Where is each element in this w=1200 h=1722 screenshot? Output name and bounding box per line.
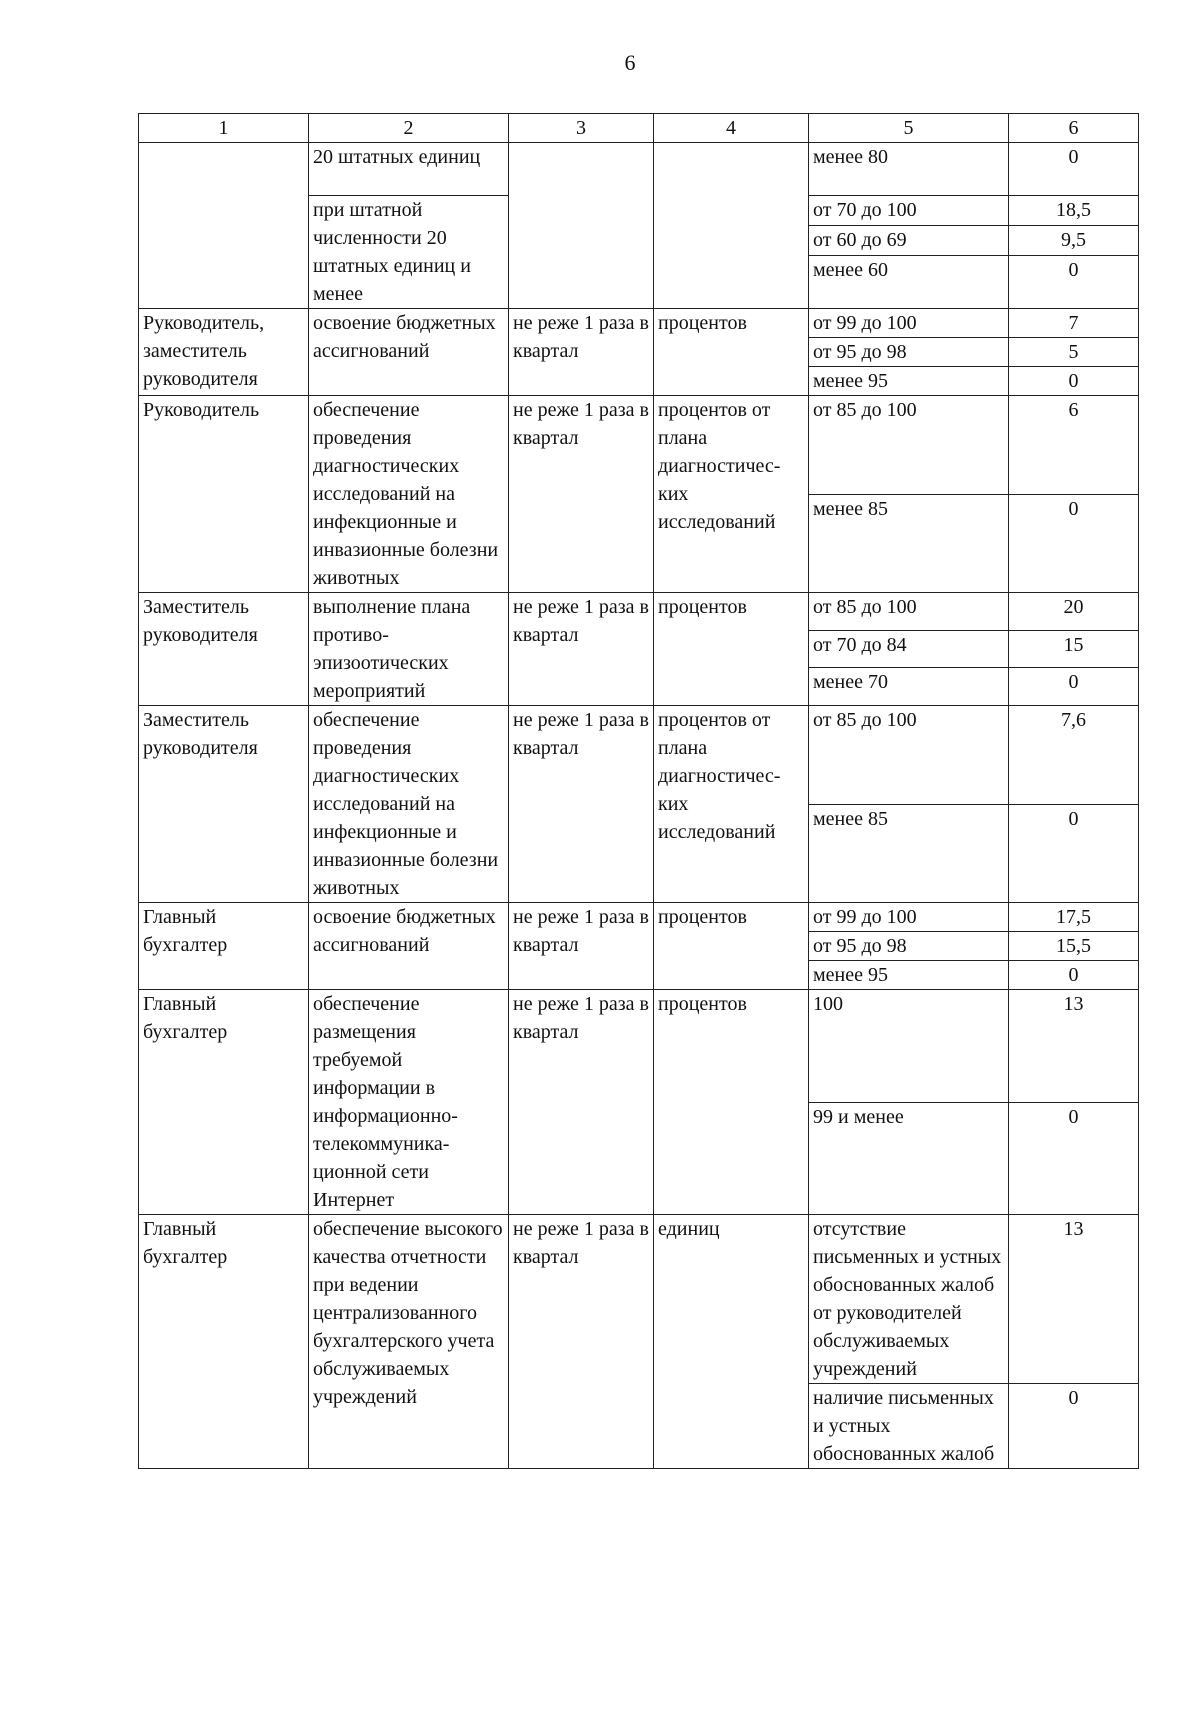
frequency-cell: не реже 1 раза в квартал	[509, 706, 654, 903]
criteria-table	[138, 113, 1139, 1469]
condition-cell: менее 95	[809, 367, 1009, 396]
table-row	[139, 309, 1139, 338]
condition-cell: 99 и менее	[809, 1102, 1009, 1215]
score-cell: 0	[1009, 256, 1139, 309]
score-cell: 18,5	[1009, 196, 1139, 226]
frequency-cell: не реже 1 раза в квартал	[509, 1215, 654, 1469]
condition-cell: от 70 до 84	[809, 630, 1009, 668]
position-cell: Главный бухгалтер	[139, 1215, 309, 1469]
column-header: 1	[139, 114, 309, 143]
score-cell: 7	[1009, 309, 1139, 338]
condition-cell: менее 60	[809, 256, 1009, 309]
table-row	[139, 143, 1139, 196]
score-cell: 20	[1009, 593, 1139, 631]
condition-cell: менее 85	[809, 804, 1009, 903]
table-row	[139, 706, 1139, 805]
column-header: 4	[654, 114, 809, 143]
unit-cell: процентов от плана диагностичес-ких исследований	[654, 396, 809, 593]
condition-cell: от 95 до 98	[809, 932, 1009, 961]
score-cell: 0	[1009, 1384, 1139, 1469]
unit-cell: процентов	[654, 593, 809, 706]
condition-cell: от 60 до 69	[809, 226, 1009, 256]
condition-cell: от 99 до 100	[809, 309, 1009, 338]
position-cell	[139, 143, 309, 309]
unit-cell: процентов	[654, 309, 809, 396]
header-row	[139, 114, 1139, 143]
table-row	[139, 903, 1139, 932]
indicator-cell: обеспечение размещения требуемой информации в информационно-телекоммуника-ционной сети Интернет	[309, 990, 509, 1215]
score-cell: 15,5	[1009, 932, 1139, 961]
score-cell: 7,6	[1009, 706, 1139, 805]
column-header: 3	[509, 114, 654, 143]
table-row	[139, 396, 1139, 495]
unit-cell: процентов от плана диагностичес-ких исследований	[654, 706, 809, 903]
position-cell: Руководитель, заместитель руководителя	[139, 309, 309, 396]
condition-cell: менее 95	[809, 961, 1009, 990]
column-header: 5	[809, 114, 1009, 143]
table-row	[139, 1215, 1139, 1384]
score-cell: 0	[1009, 143, 1139, 196]
condition-cell: от 70 до 100	[809, 196, 1009, 226]
score-cell: 0	[1009, 367, 1139, 396]
frequency-cell	[509, 143, 654, 309]
score-cell: 0	[1009, 1102, 1139, 1215]
frequency-cell: не реже 1 раза в квартал	[509, 396, 654, 593]
score-cell: 17,5	[1009, 903, 1139, 932]
table-row	[139, 593, 1139, 631]
frequency-cell: не реже 1 раза в квартал	[509, 903, 654, 990]
condition-cell: от 85 до 100	[809, 396, 1009, 495]
column-header: 2	[309, 114, 509, 143]
indicator-cell: обеспечение высокого качества отчетности при ведении централизованного бухгалтерского учета обслуживаемых учреждений	[309, 1215, 509, 1469]
condition-cell: отсутствие письменных и устных обоснованных жалоб от руководителей обслуживаемых учреждений	[809, 1215, 1009, 1384]
position-cell: Главный бухгалтер	[139, 990, 309, 1215]
position-cell: Заместитель руководителя	[139, 706, 309, 903]
condition-cell: наличие письменных и устных обоснованных жалоб	[809, 1384, 1009, 1469]
score-cell: 0	[1009, 804, 1139, 903]
position-cell: Главный бухгалтер	[139, 903, 309, 990]
score-cell: 5	[1009, 338, 1139, 367]
page-number: 6	[624, 50, 636, 75]
condition-cell: 100	[809, 990, 1009, 1103]
score-cell: 6	[1009, 396, 1139, 495]
unit-cell: единиц	[654, 1215, 809, 1469]
score-cell: 13	[1009, 1215, 1139, 1384]
score-cell: 9,5	[1009, 226, 1139, 256]
indicator-cell: обеспечение проведения диагностических исследований на инфекционные и инвазионные болезни животных	[309, 396, 509, 593]
frequency-cell: не реже 1 раза в квартал	[509, 990, 654, 1215]
indicator-cell: обеспечение проведения диагностических исследований на инфекционные и инвазионные болезни животных	[309, 706, 509, 903]
unit-cell: процентов	[654, 990, 809, 1215]
indicator-cell: 20 штатных единиц	[309, 143, 509, 196]
condition-cell: менее 85	[809, 494, 1009, 593]
score-cell: 0	[1009, 494, 1139, 593]
condition-cell: от 85 до 100	[809, 593, 1009, 631]
score-cell: 13	[1009, 990, 1139, 1103]
column-header: 6	[1009, 114, 1139, 143]
score-cell: 0	[1009, 668, 1139, 706]
condition-cell: от 95 до 98	[809, 338, 1009, 367]
table-row	[139, 990, 1139, 1103]
score-cell: 0	[1009, 961, 1139, 990]
indicator-cell: освоение бюджетных ассигнований	[309, 903, 509, 990]
frequency-cell: не реже 1 раза в квартал	[509, 309, 654, 396]
unit-cell	[654, 143, 809, 309]
condition-cell: менее 80	[809, 143, 1009, 196]
unit-cell: процентов	[654, 903, 809, 990]
condition-cell: от 85 до 100	[809, 706, 1009, 805]
indicator-cell: выполнение плана противо-эпизоотических мероприятий	[309, 593, 509, 706]
frequency-cell: не реже 1 раза в квартал	[509, 593, 654, 706]
condition-cell: менее 70	[809, 668, 1009, 706]
score-cell: 15	[1009, 630, 1139, 668]
position-cell: Руководитель	[139, 396, 309, 593]
position-cell: Заместитель руководителя	[139, 593, 309, 706]
indicator-cell: при штатной численности 20 штатных единиц и менее	[309, 196, 509, 309]
indicator-cell: освоение бюджетных ассигнований	[309, 309, 509, 396]
condition-cell: от 99 до 100	[809, 903, 1009, 932]
